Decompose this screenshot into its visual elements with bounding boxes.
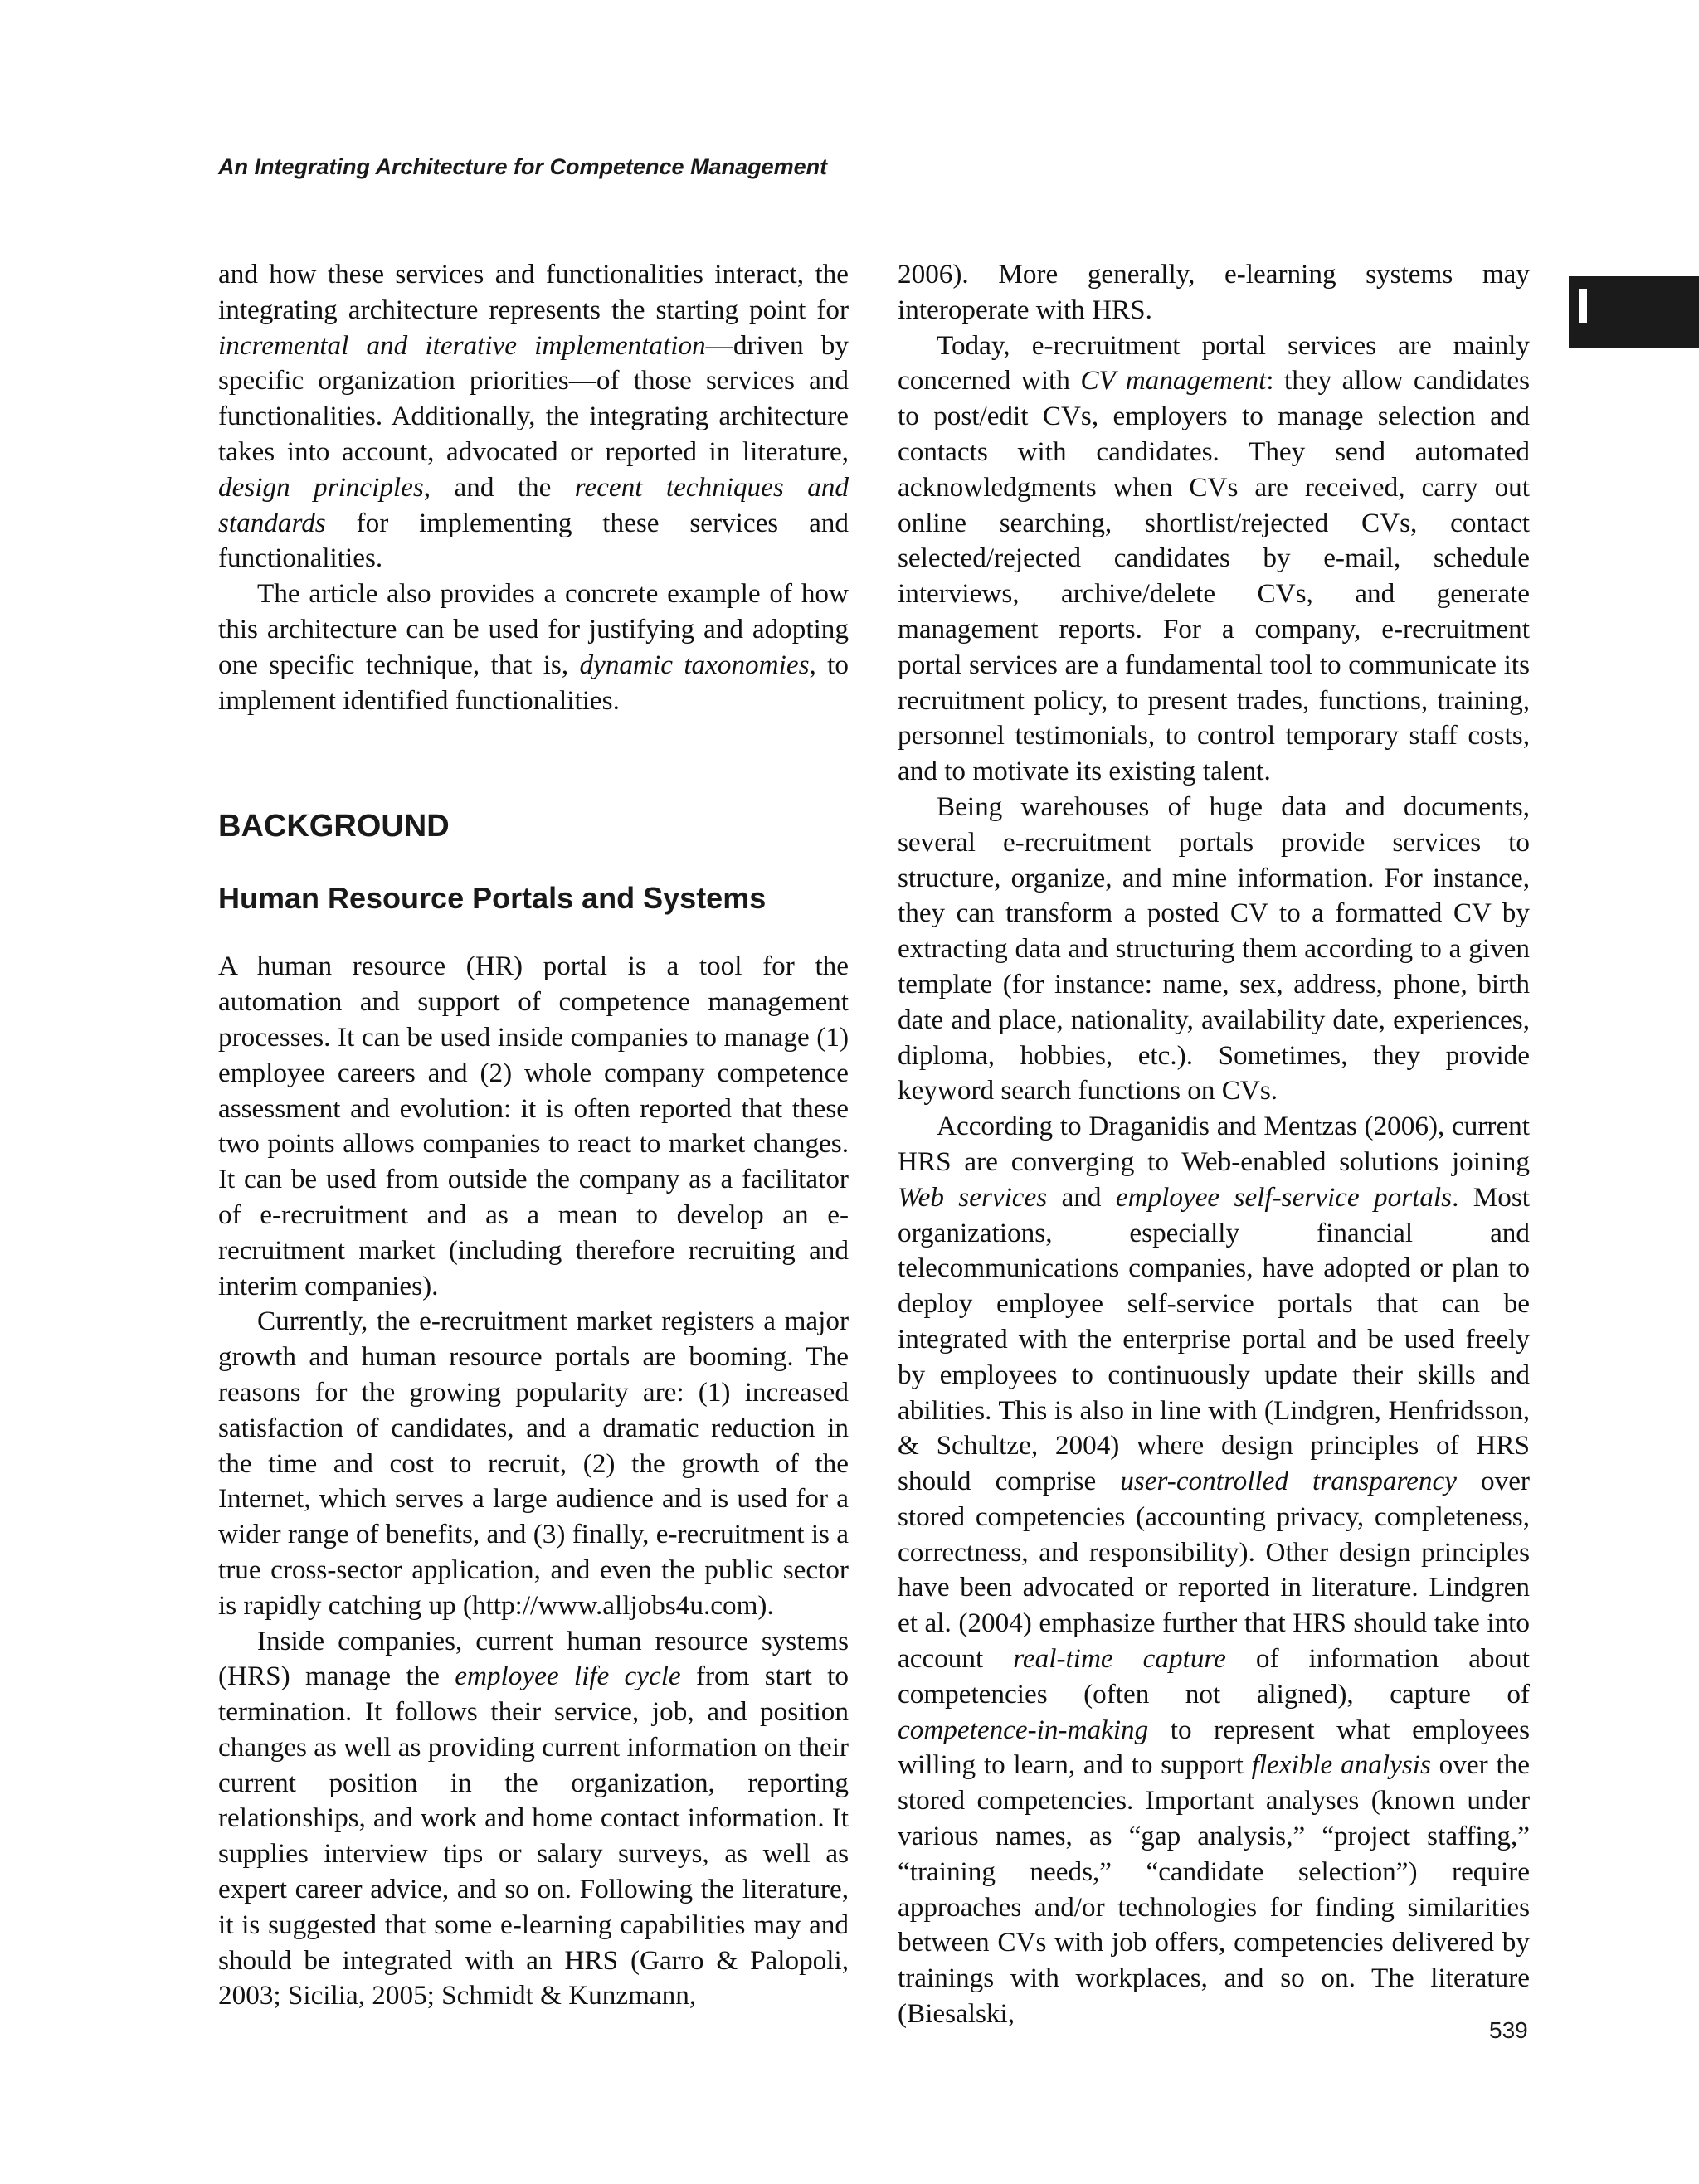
paragraph-text: , and the bbox=[423, 471, 575, 503]
paragraph-text: for implementing these services and functionalities. bbox=[218, 507, 849, 574]
emphasis-text: employee life cycle bbox=[455, 1661, 681, 1692]
paragraph-text: —driven by specific organization priorities—of those services and functionalities. Additionally, the integrating architecture takes into account, advocated or reported in literature, bbox=[218, 329, 849, 467]
paragraph-text: from start to termination. It follows their service, job, and position changes as well as providing current information on their current position in the organization, reporting relationships, and work and home contact information. It supplies interview tips or salary surveys, as well as expert career advice, and so on. Following the literature, it is suggested that some e-learning capabilities may and should be integrated with an HRS (Garro & Palopoli, 2003; Sicilia, 2005; Schmidt & Kunzmann, bbox=[218, 1661, 849, 2011]
left-column bbox=[218, 257, 849, 2014]
section-thumb-tab bbox=[1569, 276, 1699, 348]
section-heading-background: BACKGROUND bbox=[218, 809, 450, 844]
page-number: 539 bbox=[1489, 2017, 1528, 2043]
paragraph-text: of information about competencies (often not aligned), capture of bbox=[898, 1643, 1530, 1710]
paragraph-text: , to implement identified functionalities. bbox=[218, 649, 849, 716]
paragraph bbox=[898, 328, 1530, 790]
paragraph-text: According to Draganidis and Mentzas (2006), current HRS are converging to Web-enabled solutions joining bbox=[898, 1111, 1530, 1177]
paragraph-text: . Most organizations, especially financial and telecommunications companies, have adopted or plan to deploy employee self-service portals that can be integrated with the enterprise portal and be used freely by employees to continuously update their skills and abilities. This is also in line with (Lindgren, Henfridsson, & Schultze, 2004) where design principles of HRS should comprise bbox=[898, 1181, 1530, 1497]
emphasis-text: recent techniques and standards bbox=[218, 471, 849, 538]
paragraph-text: Inside companies, current human resource systems (HRS) manage the bbox=[218, 1625, 849, 1692]
paragraph bbox=[898, 1109, 1530, 2032]
paragraph-text: to represent what employees willing to learn, and to support bbox=[898, 1714, 1530, 1781]
subsection-heading: Human Resource Portals and Systems bbox=[218, 881, 767, 916]
emphasis-text: user-controlled transparency bbox=[1120, 1466, 1457, 1497]
emphasis-text: Web services bbox=[898, 1181, 1048, 1213]
paragraph bbox=[218, 1624, 849, 2015]
paragraph: Currently, the e-recruitment market registers a major growth and human resource portals are booming. The reasons for the growing popularity are: (1) increased satisfaction of candidates, and a dramatic reduction in the time and cost to recruit, (2) the growth of the Internet, which serves a large audience and is used for a wider range of benefits, and (3) finally, e-recruitment is a true cross-sector application, and even the public sector is rapidly catching up (http://www.alljobs4u.com). bbox=[218, 1306, 849, 1621]
paragraph: 2006). More generally, e-learning systems may interoperate with HRS. bbox=[898, 259, 1530, 325]
emphasis-text: design principles bbox=[218, 471, 424, 503]
paragraph: Being warehouses of huge data and documents, several e-recruitment portals provide services to structure, organize, and mine information. For instance, they can transform a posted CV to a formatted CV by extracting data and structuring them according to a given template (for instance: name, sex, address, phone, birth date and place, nationality, availability date, experiences, diploma, hobbies, etc.). Sometimes, they provide keyword search functions on CVs. bbox=[898, 790, 1530, 1107]
emphasis-text: real-time capture bbox=[1013, 1643, 1226, 1675]
paragraph: A human resource (HR) portal is a tool for the automation and support of competence management processes. It can be used inside companies to manage (1) employee careers and (2) whole company competence assessment and evolution: it is often reported that these two points allows companies to react to market changes. It can be used from outside the company as a facilitator of e-recruitment and as a mean to develop an e-recruitment market (including therefore recruiting and interim companies). bbox=[218, 951, 849, 1301]
paragraph-text: Today, e-recruitment portal services are mainly concerned with bbox=[898, 329, 1530, 396]
paragraph bbox=[218, 576, 849, 718]
emphasis-text: incremental and iterative implementation bbox=[218, 329, 706, 361]
paragraph bbox=[218, 257, 849, 576]
paragraph-text: and how these services and functionalities interact, the integrating architecture represents the starting point for bbox=[218, 259, 849, 325]
paragraph-text: and bbox=[1047, 1181, 1116, 1213]
paragraph-text: : they allow candidates to post/edit CVs, employers to manage selection and contacts with candidates. They send automated acknowledgments when CVs are received, carry out online searching, shortlist/rejected CVs, contact selected/rejected candidates by e-mail, schedule interviews, archive/delete CVs, and generate management reports. For a company, e-recruitment portal services are a fundamental tool to communicate its recruitment policy, to present trades, functions, training, personnel testimonials, to control temporary staff costs, and to motivate its existing talent. bbox=[898, 365, 1530, 787]
emphasis-text: employee self-service portals bbox=[1115, 1181, 1453, 1213]
thumb-tab-letter bbox=[1579, 289, 1587, 323]
emphasis-text: CV management bbox=[1080, 365, 1267, 396]
emphasis-text: flexible analysis bbox=[1251, 1749, 1431, 1781]
paragraph-text: over stored competencies (accounting privacy, completeness, correctness, and responsibility). Other design principles have been advocated or reported in literature. Lindgren et al. (2004) emphasize further that HRS should take into account bbox=[898, 1466, 1530, 1675]
paragraph-text: The article also provides a concrete example of how this architecture can be used for justifying and adopting one specific technique, that is, bbox=[218, 578, 849, 680]
emphasis-text: competence-in-making bbox=[898, 1714, 1149, 1745]
paragraph-text: over the stored competencies. Important analyses (known under various names, as “gap analysis,” “project staffing,” “training needs,” “candidate selection”) require approaches and/or technologies for finding similarities between CVs with job offers, competencies delivered by trainings with workplaces, and so on. The literature (Biesalski, bbox=[898, 1749, 1531, 2030]
emphasis-text: dynamic taxonomies bbox=[579, 649, 810, 680]
running-header: An Integrating Architecture for Competence Management bbox=[218, 154, 828, 179]
right-column bbox=[898, 257, 1530, 2032]
